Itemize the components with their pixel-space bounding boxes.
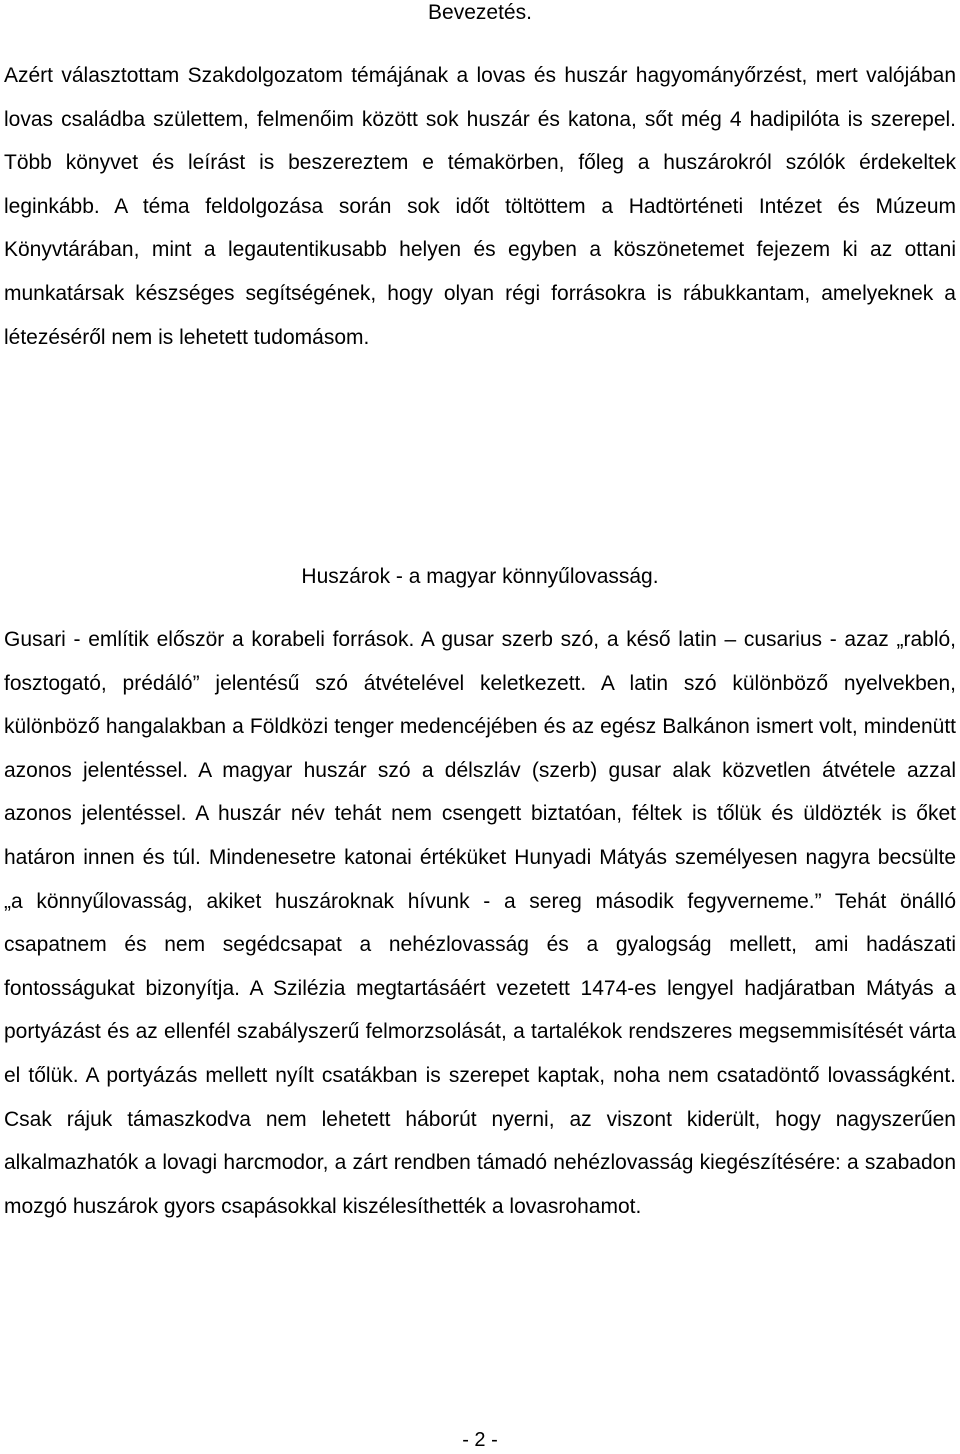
section-heading: Huszárok - a magyar könnyűlovasság. xyxy=(301,565,659,588)
intro-paragraph: Azért választottam Szakdolgozatom témájának a lovas és huszár hagyományőrzést, mert valójában lovas családba születtem, felmenőim között sok huszár és katona, sőt még 4 hadipilóta is szerepel. Több könyvet és leírást is beszereztem e témakörben, főleg a huszárokról szólók érdekeltek leginkább. A téma feldolgozása során sok időt töltöttem a Hadtörténeti Intézet és Múzeum Könyvtárában, mint a legautentikusabb helyen és egyben a köszönetemet fejezem ki az ottani munkatársak készséges segítségének, hogy olyan régi forrásokra is rábukkantam, amelyeknek a létezéséről nem is lehetett tudomásom. xyxy=(4,64,956,349)
page-number: - 2 - xyxy=(462,1429,498,1451)
section-paragraph: Gusari - említik először a korabeli források. A gusar szerb szó, a késő latin – cusarius - azaz „rabló, fosztogató, prédáló” jelentésű szó átvételével keletkezett. A latin szó különböző nyelvekben, különböző hangalakban a Földközi tenger medencéjében és az egész Balkánon ismert volt, mindenütt azonos jelentéssel. A magyar huszár szó a délszláv (szerb) gusar alak közvetlen átvétele azzal azonos jelentéssel. A huszár név tehát nem csengett biztatóan, féltek is tőlük és üldözték is őket határon innen és túl. Mindenesetre katonai értéküket Hunyadi Mátyás személyesen nagyra becsülte „a könnyűlovasság, akiket huszároknak hívunk - a sereg második fegyverneme.” Tehát önálló csapatnem és nem segédcsapat a nehézlovasság és a gyalogság mellett, ami hadászati fontosságukat bizonyítja. A Szilézia megtartásáért vezetett 1474-es lengyel hadjáratban Mátyás a portyázást és az ellenfél szabályszerű felmorzsolását, a tartalékok rendszeres megsemmisítését várta el tőlük. A portyázás mellett nyílt csatákban is szerepet kaptak, noha nem csatadöntő lovasságként. Csak rájuk támaszkodva nem lehetett háborút nyerni, az viszont kiderült, hogy nagyszerűen alkalmazhatók a lovagi harcmodor, a zárt rendben támadó nehézlovasság kiegészítésére: a szabadon mozgó huszárok gyors csapásokkal kiszélesíthették a lovasrohamot. xyxy=(4,628,956,1218)
intro-heading: Bevezetés. xyxy=(428,1,532,24)
